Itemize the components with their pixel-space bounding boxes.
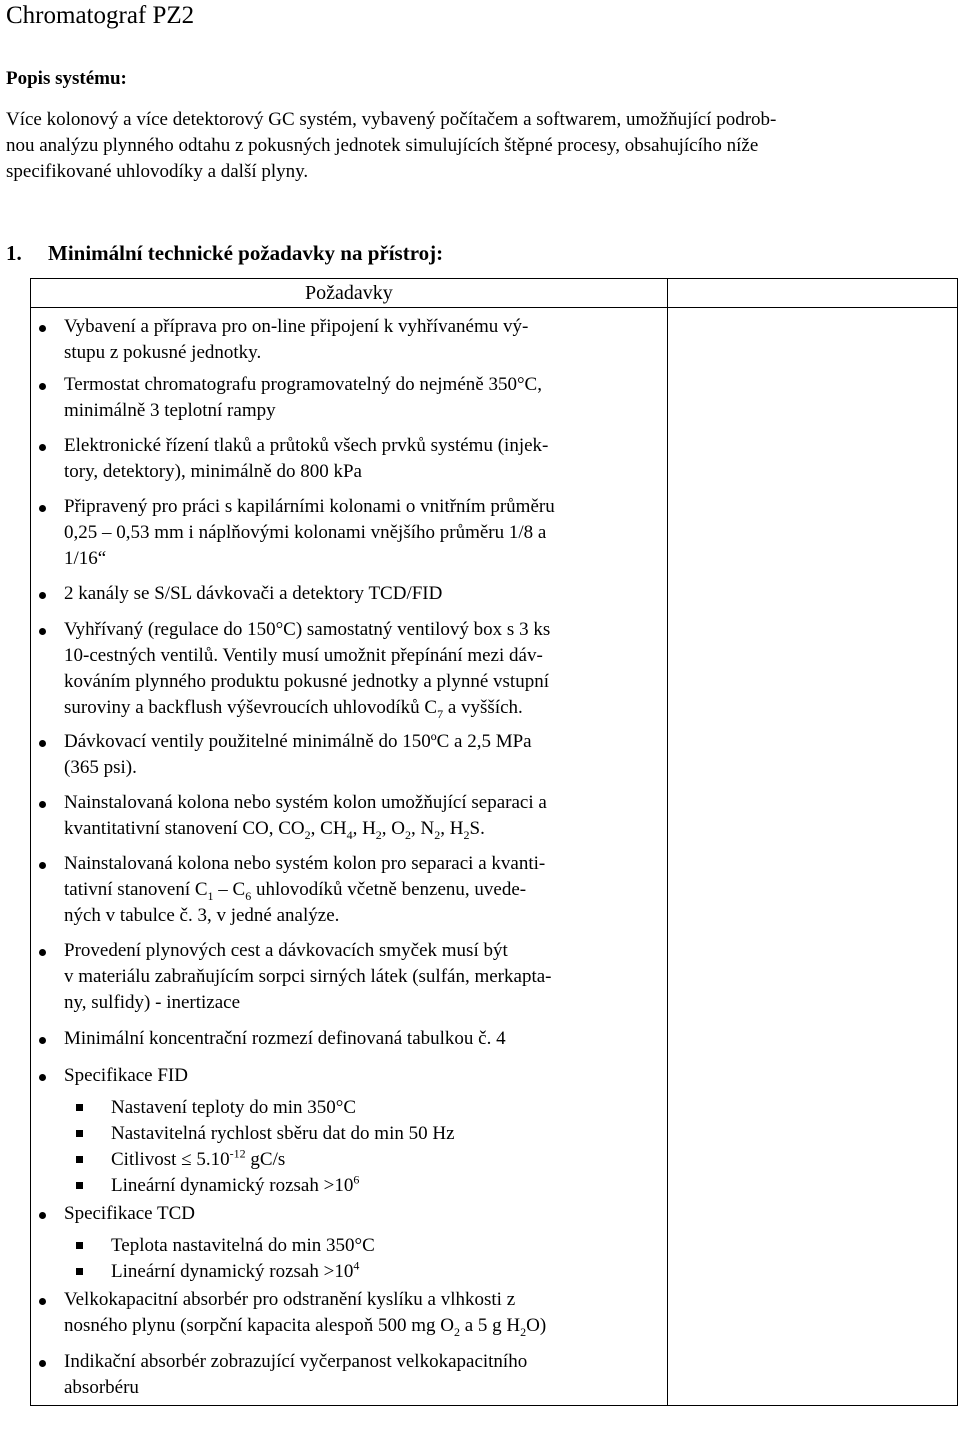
table-header-row (31, 279, 958, 308)
item-text: uhlovodíků včetně benzenu, uvede- (251, 879, 527, 900)
sublist-item (31, 1121, 663, 1147)
list-item (31, 494, 667, 572)
superscript: 6 (353, 1172, 360, 1187)
item-text: gC/s (245, 1149, 286, 1170)
item-line: 2 kanály se S/SL dávkovači a detektory TCD/FID (64, 583, 443, 604)
bullet-icon (39, 444, 46, 451)
subscript: 2 (405, 827, 412, 842)
list-item (31, 938, 667, 1016)
item-line: ných v tabulce č. 3, v jedné analýze. (64, 905, 340, 926)
item-line: absorbéru (64, 1377, 139, 1398)
item-line: Minimální koncentrační rozmezí definovaná tabulkou č. 4 (64, 1028, 506, 1049)
item-line (64, 877, 663, 903)
item-line: Nainstalovaná kolona nebo systém kolon umožňující separaci a (64, 792, 547, 813)
item-line: Indikační absorbér zobrazující vyčerpanost velkokapacitního (64, 1351, 528, 1372)
item-text: , CH (310, 818, 347, 839)
bullet-icon (39, 628, 46, 635)
bullet-icon (39, 1212, 46, 1219)
square-bullet-icon (76, 1130, 83, 1137)
sublist-item (31, 1095, 663, 1121)
item-text: kvantitativní stanovení CO, CO (64, 818, 305, 839)
subscript: 2 (434, 827, 441, 842)
item-line: Dávkovací ventily použitelné minimálně do 150ºC a 2,5 MPa (64, 731, 532, 752)
intro-line: nou analýzu plynného odtahu z pokusných jednotek simulujících štěpné procesy, obsahujícího níže (6, 135, 759, 156)
bullet-icon (39, 505, 46, 512)
bullet-icon (39, 592, 46, 599)
item-text: S. (469, 818, 485, 839)
subscript: 2 (304, 827, 311, 842)
item-text: , H (352, 818, 376, 839)
bullet-icon (39, 949, 46, 956)
item-text: , O (381, 818, 406, 839)
item-text: O) (526, 1315, 547, 1336)
bullet-icon (39, 1298, 46, 1305)
list-item (31, 372, 667, 424)
item-line: Vybavení a příprava pro on-line připojení k vyhřívanému vý- (64, 316, 529, 337)
bullet-icon (39, 325, 46, 332)
requirements-list-cell (31, 308, 668, 1406)
list-item (31, 314, 667, 366)
list-item (31, 1349, 667, 1401)
square-bullet-icon (76, 1182, 83, 1189)
subscript: 6 (245, 888, 252, 903)
item-line: Specifikace TCD (64, 1203, 196, 1224)
item-line: tory, detektory), minimálně do 800 kPa (64, 461, 362, 482)
bullet-icon (39, 1360, 46, 1367)
item-text: , H (440, 818, 464, 839)
bullet-icon (39, 1037, 46, 1044)
item-text: Lineární dynamický rozsah >10 (111, 1261, 354, 1282)
compliance-cell (667, 279, 957, 308)
list-item (31, 729, 667, 781)
item-line: Elektronické řízení tlaků a průtoků všech prvků systému (injek- (64, 435, 549, 456)
intro-line: specifikované uhlovodíky a další plyny. (6, 161, 309, 182)
subscript: 4 (346, 827, 353, 842)
item-line: 1/16“ (64, 548, 107, 569)
compliance-cell (667, 308, 957, 1406)
list-item (31, 1201, 667, 1285)
subscript: 2 (520, 1324, 527, 1339)
system-description-label: Popis systému: (6, 68, 127, 89)
item-text: – C (213, 879, 246, 900)
subscript: 2 (463, 827, 470, 842)
tcd-sublist (31, 1233, 663, 1285)
bullet-icon (39, 1074, 46, 1081)
sublist-item (31, 1259, 663, 1285)
subscript: 2 (453, 1324, 460, 1339)
list-item (31, 851, 667, 929)
bullet-icon (39, 740, 46, 747)
table-body-row (31, 308, 958, 1406)
item-text: tativní stanovení C (64, 879, 208, 900)
sublist-item (31, 1147, 663, 1173)
item-line: Termostat chromatografu programovatelný do nejméně 350°C, (64, 374, 542, 395)
item-line: Připravený pro práci s kapilárními kolonami o vnitřním průměru (64, 496, 555, 517)
item-line: kováním plynného produktu pokusné jednotky a plynné vstupní (64, 671, 549, 692)
bullet-icon (39, 862, 46, 869)
item-line: minimálně 3 teplotní rampy (64, 400, 276, 421)
item-line: v materiálu zabraňujícím sorpci sirných látek (sulfán, merkapta- (64, 966, 552, 987)
section-title: Minimální technické požadavky na přístroj: (48, 241, 444, 265)
subscript: 1 (207, 888, 214, 903)
item-line: Nainstalovaná kolona nebo systém kolon pro separaci a kvanti- (64, 853, 546, 874)
list-item (31, 1026, 667, 1052)
list-item (31, 1287, 667, 1339)
square-bullet-icon (76, 1242, 83, 1249)
item-text: nosného plynu (sorpční kapacita alespoň 500 mg O (64, 1315, 454, 1336)
item-line: 10-cestných ventilů. Ventily musí umožnit přepínání mezi dáv- (64, 645, 543, 666)
item-line: ny, sulfidy) - inertizace (64, 992, 241, 1013)
item-line (64, 816, 663, 842)
requirements-header: Požadavky (31, 279, 668, 308)
item-text: suroviny a backflush výševroucích uhlovodíků C (64, 697, 438, 718)
list-item (31, 581, 667, 607)
subscript: 2 (375, 827, 382, 842)
item-line: Provedení plynových cest a dávkovacích smyček musí být (64, 940, 508, 961)
list-item (31, 790, 667, 842)
page-title: Chromatograf PZ2 (6, 2, 195, 29)
superscript: 4 (353, 1258, 360, 1273)
item-line: Vyhřívaný (regulace do 150°C) samostatný ventilový box s 3 ks (64, 619, 551, 640)
item-text: a 5 g H (459, 1315, 521, 1336)
item-line (64, 1313, 663, 1339)
item-text: , N (411, 818, 435, 839)
item-line: 0,25 – 0,53 mm i náplňovými kolonami vnějšího průměru 1/8 a (64, 522, 547, 543)
item-text: Citlivost ≤ 5.10 (111, 1149, 230, 1170)
bullet-icon (39, 801, 46, 808)
item-text: a vyšších. (443, 697, 523, 718)
fid-sublist (31, 1095, 663, 1199)
section-heading (6, 238, 443, 268)
square-bullet-icon (76, 1156, 83, 1163)
item-text: Nastavitelná rychlost sběru dat do min 50 Hz (111, 1123, 455, 1144)
intro-paragraph (6, 107, 936, 185)
item-line: Specifikace FID (64, 1065, 188, 1086)
item-line: (365 psi). (64, 757, 137, 778)
list-item (31, 617, 667, 721)
square-bullet-icon (76, 1104, 83, 1111)
list-item (31, 433, 667, 485)
bullet-icon (39, 383, 46, 390)
item-text: Lineární dynamický rozsah >10 (111, 1175, 354, 1196)
item-line: stupu z pokusné jednotky. (64, 342, 262, 363)
requirements-table (30, 278, 958, 1406)
item-text: Teplota nastavitelná do min 350°C (111, 1235, 375, 1256)
intro-line: Více kolonový a více detektorový GC systém, vybavený počítačem a softwarem, umožňující podrob- (6, 109, 777, 130)
item-text: Nastavení teploty do min 350°C (111, 1097, 357, 1118)
requirements-list (31, 314, 667, 1401)
item-line (64, 695, 663, 721)
section-number: 1. (6, 241, 22, 265)
list-item (31, 1063, 667, 1199)
sublist-item (31, 1233, 663, 1259)
square-bullet-icon (76, 1268, 83, 1275)
sublist-item (31, 1173, 663, 1199)
superscript: -12 (229, 1146, 246, 1161)
subscript: 7 (437, 706, 444, 721)
item-line: Velkokapacitní absorbér pro odstranění kyslíku a vlhkosti z (64, 1289, 516, 1310)
